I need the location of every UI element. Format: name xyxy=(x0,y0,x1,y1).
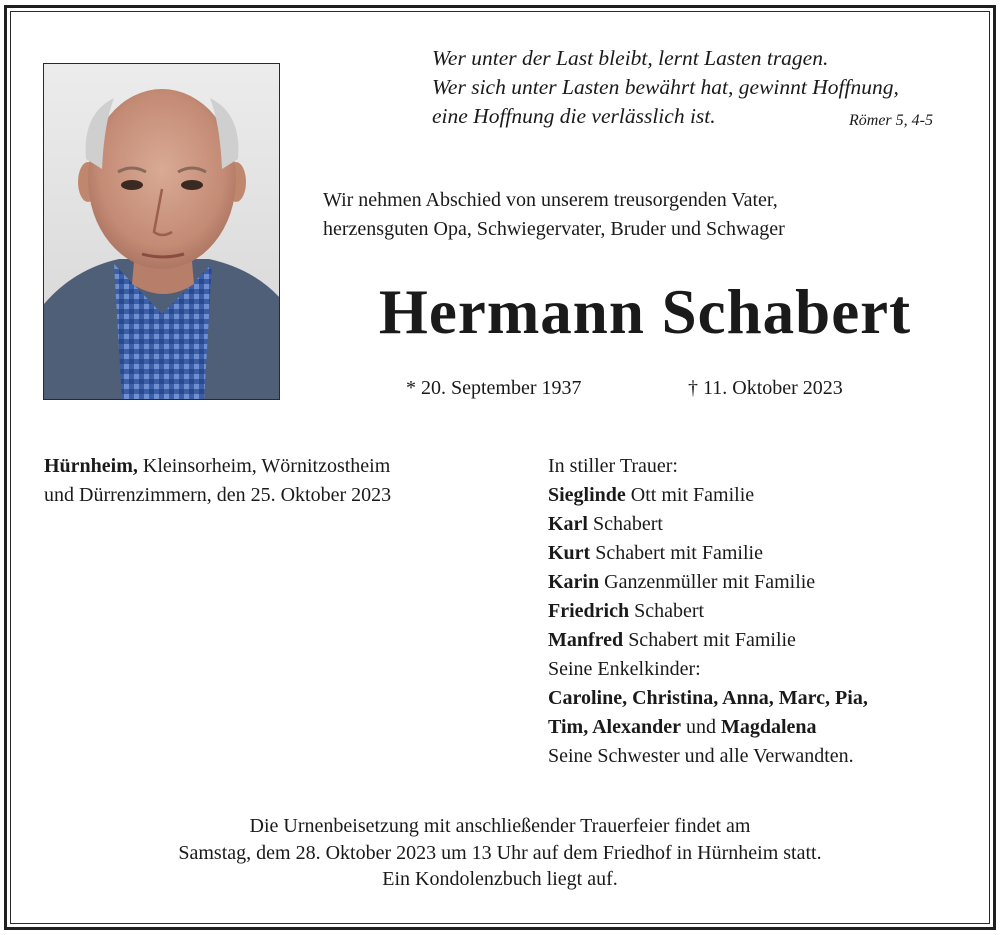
birth-date: * 20. September 1937 xyxy=(406,377,582,399)
funeral-notice xyxy=(0,813,1000,893)
quote-line-2: Wer sich unter Lasten bewährt hat, gewinnt Hoffnung, xyxy=(432,75,899,99)
mourner-first-name: Kurt xyxy=(548,542,591,564)
quote-line-3: eine Hoffnung die verlässlich ist. xyxy=(432,104,716,128)
footer-line-3: Ein Kondolenzbuch liegt auf. xyxy=(382,868,618,890)
footer-line-2: Samstag, dem 28. Oktober 2023 um 13 Uhr auf dem Friedhof in Hürnheim statt. xyxy=(178,841,822,864)
list-item xyxy=(548,568,868,597)
mourners-list xyxy=(548,452,868,771)
mourner-rest: Schabert xyxy=(629,600,705,622)
grandchildren-names-b: Magdalena xyxy=(720,716,817,738)
mourner-rest: Ganzenmüller mit Familie xyxy=(599,571,816,593)
place-line-1 xyxy=(44,452,391,481)
quote-reference: Römer 5, 4-5 xyxy=(849,112,933,129)
mourner-first-name: Karin xyxy=(548,571,600,593)
place-line-2: und Dürrenzimmern, den 25. Oktober 2023 xyxy=(44,484,392,506)
footer-line-1: Die Urnenbeisetzung mit anschließender Trauerfeier findet am xyxy=(249,815,751,837)
mourner-first-name: Friedrich xyxy=(548,600,630,622)
list-item xyxy=(548,626,868,655)
mourner-first-name: Sieglinde xyxy=(548,484,626,506)
grandchildren-line-1: Caroline, Christina, Anna, Marc, Pia, xyxy=(548,687,868,709)
list-item xyxy=(548,597,868,626)
mourner-rest: Schabert mit Familie xyxy=(590,542,763,564)
mourner-first-name: Manfred xyxy=(548,629,624,651)
intro-line-1: Wir nehmen Abschied von unserem treusorgenden Vater, xyxy=(323,189,778,211)
quote-line-1: Wer unter der Last bleibt, lernt Lasten tragen. xyxy=(432,46,829,70)
mourner-rest: Ott mit Familie xyxy=(625,484,755,506)
mourner-first-name: Karl xyxy=(548,513,588,535)
portrait-illustration xyxy=(44,64,280,400)
grandchildren-heading: Seine Enkelkinder: xyxy=(548,658,701,680)
mourner-rest: Schabert xyxy=(588,513,663,535)
grandchildren-conjunction: und xyxy=(680,716,721,738)
list-item xyxy=(548,510,868,539)
mourners-heading: In stiller Trauer: xyxy=(548,455,678,477)
grandchildren-line-2 xyxy=(548,713,868,742)
portrait-photo xyxy=(43,63,280,400)
mourners-closing: Seine Schwester und alle Verwandten. xyxy=(548,745,854,767)
deceased-name: Hermann Schabert xyxy=(378,277,912,347)
place-villages: Kleinsorheim, Wörnitzostheim xyxy=(137,455,391,477)
intro-line-2: herzensguten Opa, Schwiegervater, Bruder und Schwager xyxy=(323,218,785,240)
farewell-intro xyxy=(323,186,785,244)
bible-quote xyxy=(432,44,962,131)
list-item xyxy=(548,481,868,510)
mourner-rest: Schabert mit Familie xyxy=(623,629,796,651)
place-town: Hürnheim, xyxy=(44,455,138,477)
list-item xyxy=(548,539,868,568)
death-date: † 11. Oktober 2023 xyxy=(688,377,843,399)
grandchildren-names-a: Tim, Alexander xyxy=(548,716,681,738)
place-and-date xyxy=(44,452,391,510)
